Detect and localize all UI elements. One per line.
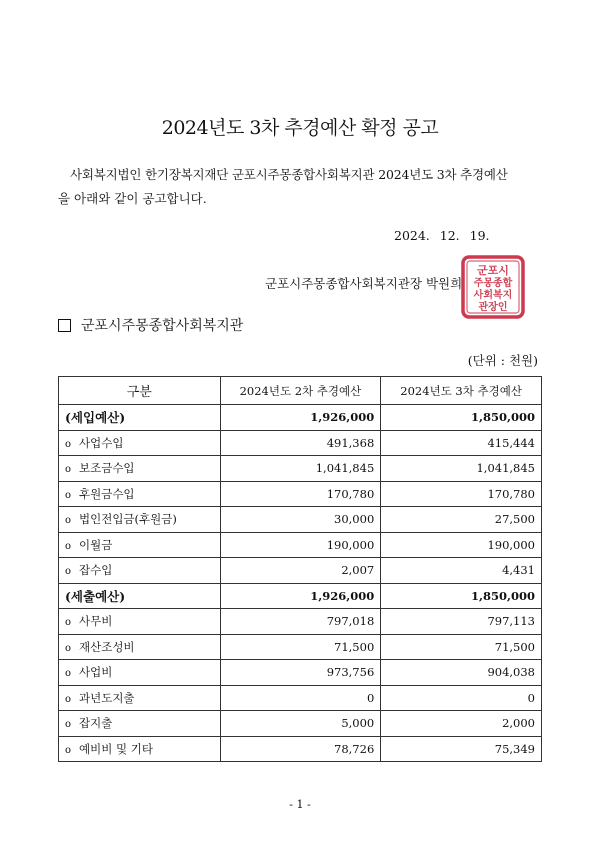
value-3rd-budget: 190,000 bbox=[381, 532, 542, 558]
bullet-circle-icon: o bbox=[65, 464, 72, 476]
value-3rd-budget: 1,041,845 bbox=[381, 456, 542, 482]
value-3rd-budget: 0 bbox=[381, 685, 542, 711]
announcement-date: 2024. 12. 19. bbox=[394, 228, 490, 243]
row-label: 사무비 bbox=[79, 614, 113, 629]
table-header-row bbox=[59, 377, 542, 405]
table-row bbox=[59, 583, 542, 609]
value-3rd-budget: 1,850,000 bbox=[381, 405, 542, 431]
bullet-circle-icon: o bbox=[65, 693, 72, 705]
row-label-cell bbox=[59, 507, 221, 533]
table-row bbox=[59, 507, 542, 533]
row-label-cell bbox=[59, 685, 221, 711]
budget-table bbox=[58, 376, 542, 762]
value-3rd-budget: 904,038 bbox=[381, 660, 542, 686]
value-2nd-budget: 5,000 bbox=[220, 711, 381, 737]
value-3rd-budget: 75,349 bbox=[381, 736, 542, 762]
row-label-cell bbox=[59, 456, 221, 482]
section-heading bbox=[58, 315, 243, 335]
value-2nd-budget: 170,780 bbox=[220, 481, 381, 507]
value-2nd-budget: 797,018 bbox=[220, 609, 381, 635]
signer-name: 군포시주몽종합사회복지관장 박원희 bbox=[265, 276, 463, 291]
value-3rd-budget: 4,431 bbox=[381, 558, 542, 584]
value-3rd-budget: 415,444 bbox=[381, 430, 542, 456]
table-row bbox=[59, 660, 542, 686]
value-3rd-budget: 2,000 bbox=[381, 711, 542, 737]
row-label: 잡수입 bbox=[79, 563, 113, 578]
value-2nd-budget: 78,726 bbox=[220, 736, 381, 762]
table-row bbox=[59, 736, 542, 762]
row-label: 후원금수입 bbox=[79, 486, 135, 501]
value-3rd-budget: 1,850,000 bbox=[381, 583, 542, 609]
header-2nd-budget: 2024년도 2차 추경예산 bbox=[220, 377, 381, 405]
row-label: 예비비 및 기타 bbox=[79, 741, 153, 756]
table-row bbox=[59, 558, 542, 584]
value-2nd-budget: 190,000 bbox=[220, 532, 381, 558]
intro-paragraph bbox=[58, 163, 548, 211]
checkbox-square-icon bbox=[58, 319, 71, 332]
page-number: - 1 - bbox=[289, 798, 311, 811]
row-label: 이월금 bbox=[79, 537, 113, 552]
row-label-cell bbox=[59, 736, 221, 762]
official-seal-stamp bbox=[460, 254, 526, 320]
value-3rd-budget: 71,500 bbox=[381, 634, 542, 660]
row-label: 잡지출 bbox=[79, 716, 113, 731]
value-2nd-budget: 2,007 bbox=[220, 558, 381, 584]
row-label-cell bbox=[59, 583, 221, 609]
table-row bbox=[59, 609, 542, 635]
table-row bbox=[59, 405, 542, 431]
bullet-circle-icon: o bbox=[65, 438, 72, 450]
page-title: 2024년도 3차 추경예산 확정 공고 bbox=[161, 117, 439, 139]
row-label: 법인전입금(후원금) bbox=[79, 512, 177, 527]
table-row bbox=[59, 456, 542, 482]
table-row bbox=[59, 430, 542, 456]
value-2nd-budget: 30,000 bbox=[220, 507, 381, 533]
row-label-cell bbox=[59, 634, 221, 660]
value-2nd-budget: 1,926,000 bbox=[220, 405, 381, 431]
bullet-circle-icon: o bbox=[65, 540, 72, 552]
row-label-cell bbox=[59, 711, 221, 737]
row-label: 보조금수입 bbox=[79, 461, 135, 476]
table-row bbox=[59, 634, 542, 660]
row-label: 과년도지출 bbox=[79, 690, 135, 705]
bullet-circle-icon: o bbox=[65, 617, 72, 629]
value-2nd-budget: 71,500 bbox=[220, 634, 381, 660]
row-label-cell bbox=[59, 660, 221, 686]
table-row bbox=[59, 481, 542, 507]
row-label-cell bbox=[59, 609, 221, 635]
value-2nd-budget: 491,368 bbox=[220, 430, 381, 456]
value-2nd-budget: 0 bbox=[220, 685, 381, 711]
section-title: 군포시주몽종합사회복지관 bbox=[81, 318, 244, 334]
row-label: 사업비 bbox=[79, 665, 113, 680]
bullet-circle-icon: o bbox=[65, 744, 72, 756]
bullet-circle-icon: o bbox=[65, 515, 72, 527]
row-label: 재산조성비 bbox=[79, 639, 135, 654]
row-label-cell bbox=[59, 430, 221, 456]
svg-text:관장인: 관장인 bbox=[478, 302, 508, 313]
row-label: (세입예산) bbox=[65, 410, 126, 426]
value-2nd-budget: 1,926,000 bbox=[220, 583, 381, 609]
unit-label: (단위 : 천원) bbox=[467, 353, 538, 368]
value-3rd-budget: 27,500 bbox=[381, 507, 542, 533]
bullet-circle-icon: o bbox=[65, 642, 72, 654]
value-3rd-budget: 797,113 bbox=[381, 609, 542, 635]
intro-line-2: 을 아래와 같이 공고합니다. bbox=[58, 191, 207, 206]
row-label-cell bbox=[59, 405, 221, 431]
row-label: (세출예산) bbox=[65, 588, 126, 604]
header-category: 구분 bbox=[59, 377, 221, 405]
value-2nd-budget: 1,041,845 bbox=[220, 456, 381, 482]
table-row bbox=[59, 711, 542, 737]
row-label-cell bbox=[59, 558, 221, 584]
bullet-circle-icon: o bbox=[65, 566, 72, 578]
svg-text:주몽종합: 주몽종합 bbox=[473, 278, 513, 289]
header-3rd-budget: 2024년도 3차 추경예산 bbox=[381, 377, 542, 405]
value-2nd-budget: 973,756 bbox=[220, 660, 381, 686]
value-3rd-budget: 170,780 bbox=[381, 481, 542, 507]
row-label-cell bbox=[59, 532, 221, 558]
bullet-circle-icon: o bbox=[65, 668, 72, 680]
svg-text:사회복지: 사회복지 bbox=[473, 290, 513, 301]
row-label: 사업수입 bbox=[79, 435, 124, 450]
bullet-circle-icon: o bbox=[65, 489, 72, 501]
bullet-circle-icon: o bbox=[65, 719, 72, 731]
svg-text:군포시: 군포시 bbox=[477, 264, 509, 277]
row-label-cell bbox=[59, 481, 221, 507]
table-row bbox=[59, 532, 542, 558]
intro-line-1: 사회복지법인 한기장복지재단 군포시주몽종합사회복지관 2024년도 3차 추경예산 bbox=[70, 167, 508, 182]
table-row bbox=[59, 685, 542, 711]
